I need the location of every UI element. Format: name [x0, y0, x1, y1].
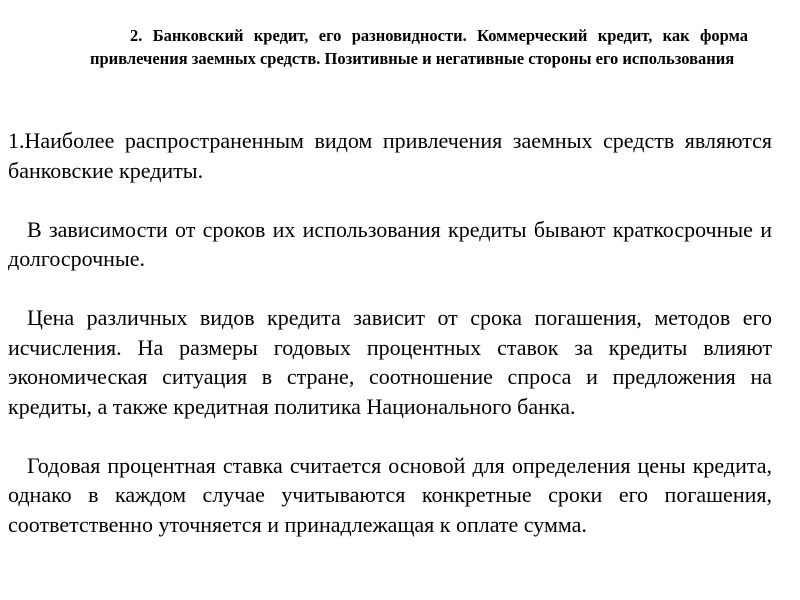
- paragraph-interest-rate: Годовая процентная ставка считается основой для определения цены кредита, однако в каждом случае учитываются конкретные сроки его погашения, соответственно уточняется и принадлежащая к оплате сумма.: [8, 452, 772, 537]
- slide-body: [8, 126, 772, 569]
- paragraph-loan-price: Цена различных видов кредита зависит от срока погашения, методов его исчисления. На размеры годовых процентных ставок за кредиты влияют экономическая ситуация в стране, соотношение спроса и предложения на кредиты, а также кредитная политика Национального банка.: [8, 305, 772, 419]
- paragraph-loan-terms: В зависимости от сроков их использования кредиты бывают краткосрочные и долгосрочные.: [8, 216, 772, 271]
- paragraph-bank-loans: 1.Наиболее распространенным видом привлечения заемных средств являются банковские кредиты.: [8, 128, 772, 183]
- section-heading: 2. Банковский кредит, его разновидности. Коммерческий кредит, как форма привлечения заемных средств. Позитивные и негативные стороны его использования: [90, 26, 748, 68]
